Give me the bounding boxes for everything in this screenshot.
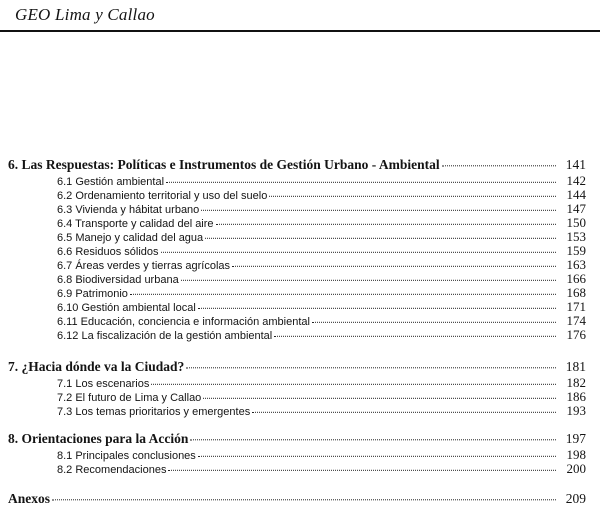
leader-dots [252,404,556,413]
toc-item-label: 6.9 Patrimonio [57,288,128,300]
toc-page-number: 176 [566,327,586,342]
leader-dots [190,429,556,440]
toc-page-number: 182 [566,375,586,390]
toc-item-label: 7.1 Los escenarios [57,378,150,390]
leader-dots [442,155,556,166]
toc-item-label: 6.3 Vivienda y hábitat urbano [57,204,200,216]
toc-section-anexos [8,491,586,507]
toc-item-label: 6.6 Residuos sólidos [57,246,159,258]
toc-item-label: 8.2 Recomendaciones [57,464,167,476]
toc-section-6 [8,157,586,173]
toc-section-title: 6. Las Respuestas: Políticas e Instrumentos de Gestión Urbano - Ambiental [8,157,440,172]
toc-page-number: 153 [566,229,586,244]
toc-item [57,327,586,343]
toc-section-title: 7. ¿Hacia dónde va la Ciudad? [8,359,185,374]
toc-item-label: 6.5 Manejo y calidad del agua [57,232,204,244]
leader-dots [201,202,556,211]
toc-item-label: 6.12 La fiscalización de la gestión ambiental [57,330,273,342]
toc-page-number: 150 [566,215,586,230]
toc-page-number: 200 [566,461,586,476]
leader-dots [186,357,556,368]
toc-page-number: 141 [565,157,586,172]
toc-item-label: 8.1 Principales conclusiones [57,450,196,462]
leader-dots [181,272,556,281]
toc-section-7 [8,359,586,375]
toc-page-number: 144 [566,187,586,202]
toc-item-label: 6.7 Áreas verdes y tierras agrícolas [57,260,231,272]
toc-page-number: 171 [566,299,586,314]
toc-page-number: 198 [566,447,586,462]
toc-item-label: 6.2 Ordenamiento territorial y uso del suelo [57,190,268,202]
toc-page-number: 159 [566,243,586,258]
leader-dots [198,300,556,309]
toc-item-label: 6.4 Transporte y calidad del aire [57,218,214,230]
toc-page-number: 186 [566,389,586,404]
toc-page-number: 209 [565,491,586,506]
running-header: GEO Lima y Callao [15,5,155,24]
toc-item-label: 7.2 El futuro de Lima y Callao [57,392,202,404]
leader-dots [198,448,556,457]
header-rule [0,30,600,32]
leader-dots [130,286,556,295]
leader-dots [205,230,556,239]
leader-dots [312,314,556,323]
leader-dots [166,174,556,183]
toc-page-number: 197 [565,431,586,446]
toc-item-label: 6.8 Biodiversidad urbana [57,274,179,286]
leader-dots [52,489,556,500]
leader-dots [216,216,556,225]
toc-page-number: 174 [566,313,586,328]
toc-item-label: 6.10 Gestión ambiental local [57,302,196,314]
leader-dots [151,376,556,385]
toc-page-number: 193 [566,403,586,418]
toc-section-8 [8,431,586,447]
leader-dots [161,244,556,253]
toc-page-number: 181 [565,359,586,374]
toc-page-number: 168 [566,285,586,300]
leader-dots [203,390,556,399]
toc-item [57,403,586,419]
leader-dots [274,328,556,337]
toc-section-title: 8. Orientaciones para la Acción [8,431,189,446]
toc-item-label: 7.3 Los temas prioritarios y emergentes [57,406,251,418]
leader-dots [168,462,556,471]
toc-item [57,461,586,477]
toc-page-number: 142 [566,173,586,188]
toc-section-title: Anexos [8,491,51,506]
toc-item-label: 6.1 Gestión ambiental [57,176,165,188]
toc-page-number: 163 [566,257,586,272]
toc-item-label: 6.11 Educación, conciencia e información ambiental [57,316,310,328]
toc-page-number: 166 [566,271,586,286]
leader-dots [232,258,556,267]
toc-page-number: 147 [566,201,586,216]
leader-dots [269,188,556,197]
